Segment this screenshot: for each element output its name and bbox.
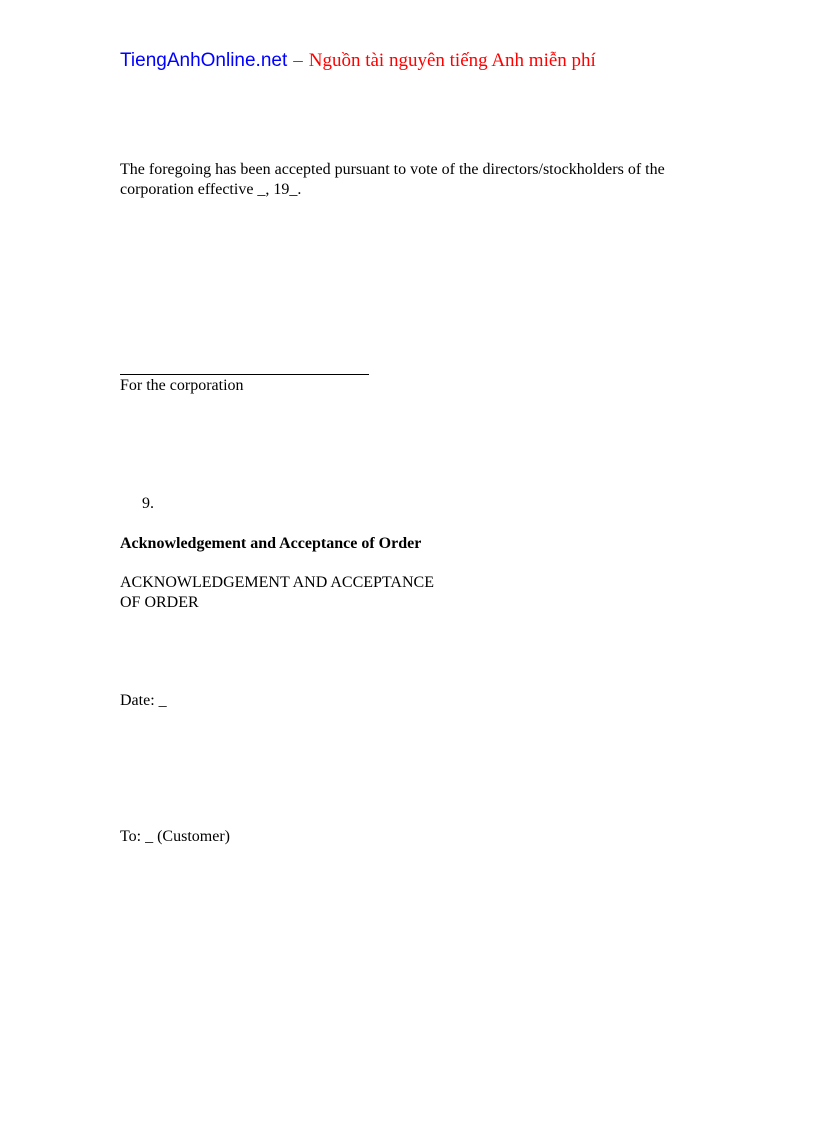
header-separator: – [293,50,303,71]
header-tagline: Nguồn tài nguyên tiếng Anh miễn phí [308,50,596,71]
date-line: Date: _ [120,692,167,709]
item-number: 9. [142,495,154,512]
signature-label: For the corporation [120,377,244,394]
site-name-link[interactable]: TiengAnhOnline.net [120,50,288,71]
acceptance-paragraph-line-2: corporation effective _, 19_. [120,181,302,198]
to-customer-line: To: _ (Customer) [120,828,230,845]
page-header [120,50,596,72]
section-heading: Acknowledgement and Acceptance of Order [120,535,422,552]
acceptance-paragraph-line-1: The foregoing has been accepted pursuant to vote of the directors/stockholders of the [120,161,665,178]
signature-line [120,374,369,375]
title-line-1: ACKNOWLEDGEMENT AND ACCEPTANCE [120,574,434,591]
title-line-2: OF ORDER [120,594,199,611]
